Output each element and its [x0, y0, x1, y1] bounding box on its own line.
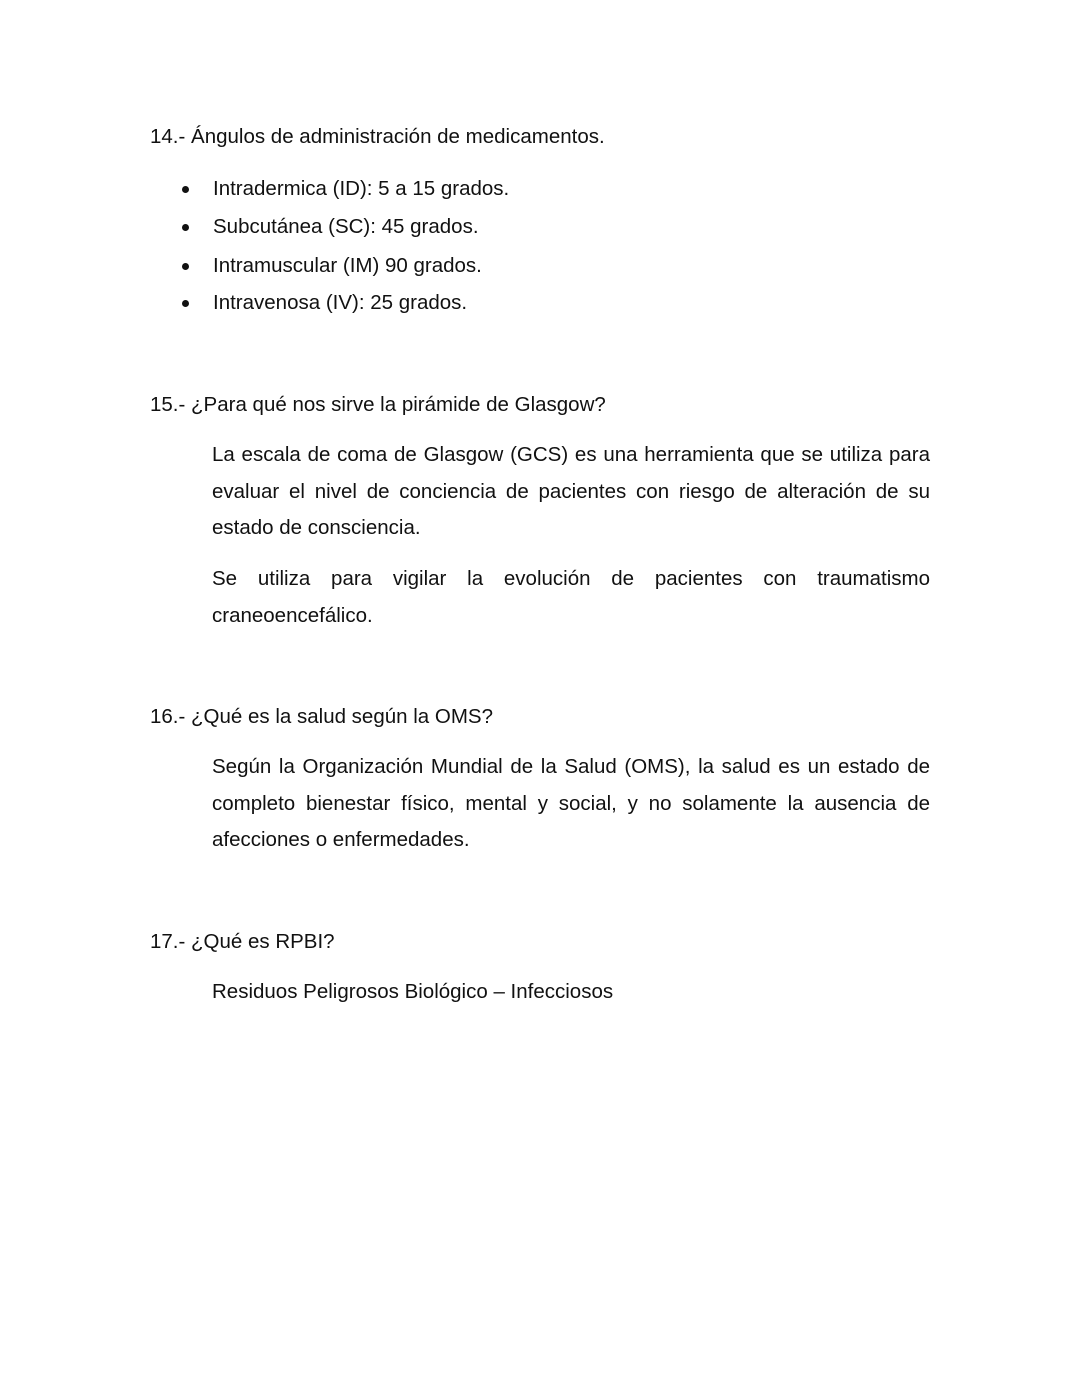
list-item: Intramuscular (IM) 90 grados.: [213, 254, 482, 277]
question-15-heading: 15.- ¿Para qué nos sirve la pirámide de Glasgow?: [150, 393, 606, 416]
bullet-icon: [182, 224, 189, 231]
answer-paragraph: La escala de coma de Glasgow (GCS) es una herramienta que se utiliza para evaluar el nivel de conciencia de pacientes con riesgo de alteración de su estado de consciencia.: [212, 443, 930, 539]
answer-paragraph: Se utiliza para vigilar la evolución de pacientes con traumatismo craneoencefálico.: [212, 567, 930, 627]
bullet-icon: [182, 300, 189, 307]
question-16-heading: 16.- ¿Qué es la salud según la OMS?: [150, 705, 493, 728]
list-item: Intravenosa (IV): 25 grados.: [213, 291, 468, 314]
list-item: Subcutánea (SC): 45 grados.: [213, 215, 479, 238]
question-17-heading: 17.- ¿Qué es RPBI?: [150, 930, 335, 953]
list-item: Intradermica (ID): 5 a 15 grados.: [213, 177, 510, 200]
bullet-icon: [182, 186, 189, 193]
answer-text: Residuos Peligrosos Biológico – Infecciosos: [212, 980, 614, 1003]
question-14-heading: 14.- Ángulos de administración de medicamentos.: [150, 125, 605, 148]
bullet-icon: [182, 263, 189, 270]
answer-paragraph: Según la Organización Mundial de la Salud (OMS), la salud es un estado de completo bienestar físico, mental y social, y no solamente la ausencia de afecciones o enfermedades.: [212, 755, 930, 851]
